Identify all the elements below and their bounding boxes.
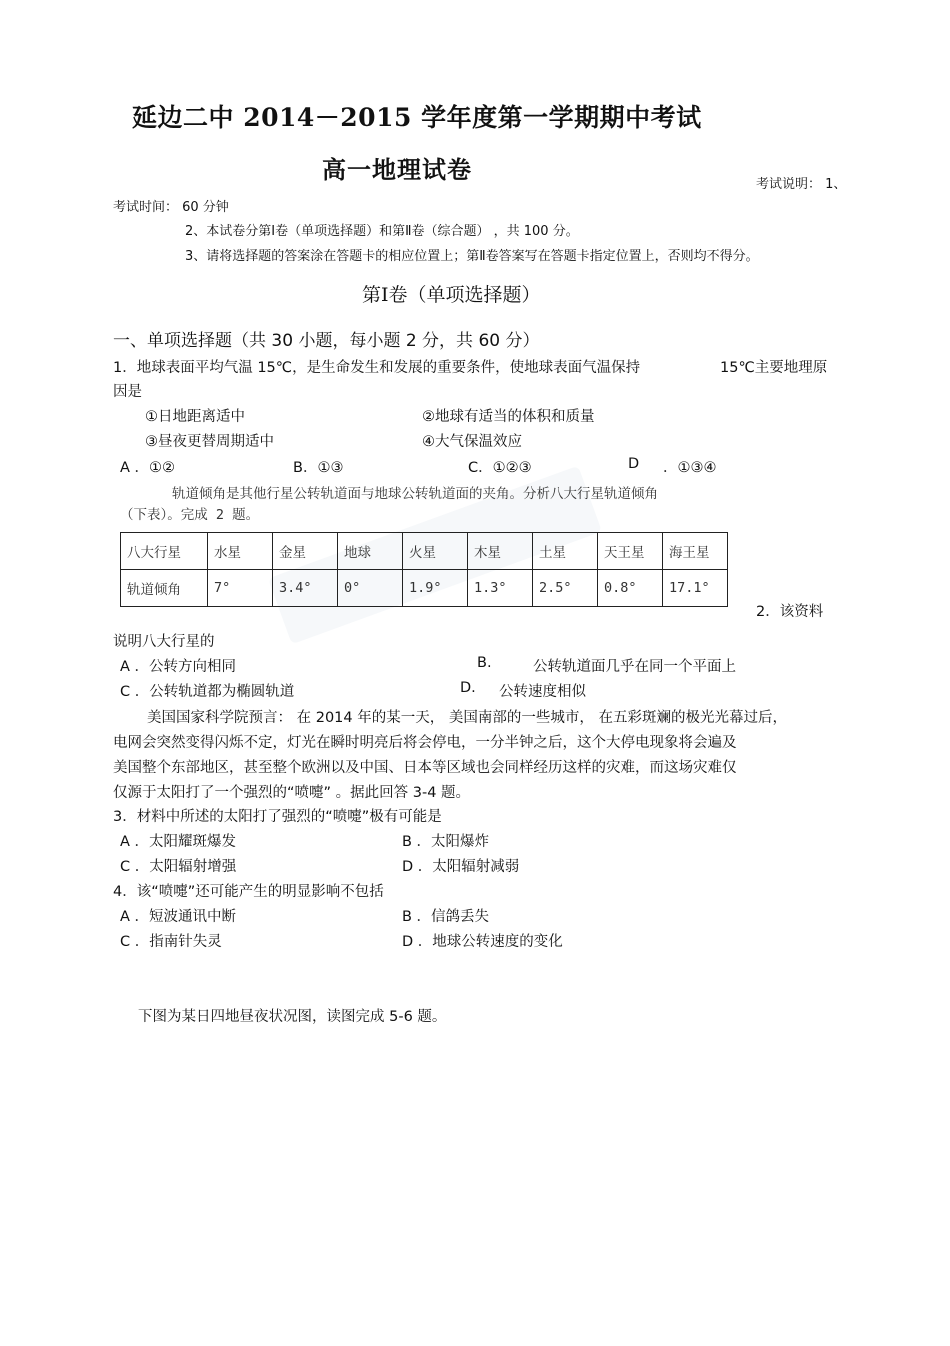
q1-stem-a: 1．地球表面平均气温 15℃，是生命发生和发展的重要条件，使地球表面气温保持 — [113, 360, 641, 376]
part-heading: 一、单项选择题（共 30 小题，每小题 2 分，共 60 分） — [113, 331, 540, 351]
section-title: 第Ⅰ卷（单项选择题） — [362, 284, 541, 306]
q3-option-c: C ．太阳辐射增强 — [120, 859, 237, 875]
table-cell: 火星 — [403, 533, 468, 570]
q2-option-c: C ．公转轨道都为椭圆轨道 — [120, 684, 295, 700]
q1-item-1: ①日地距离适中 — [145, 409, 245, 425]
table-cell: 2.5° — [533, 570, 598, 607]
table-cell: 水星 — [208, 533, 273, 570]
q1-option-a: A ．①② — [120, 460, 176, 476]
q2-intro-2: （下表）。完成 2 题。 — [120, 507, 260, 523]
q2-option-d-letter: D. — [460, 680, 476, 696]
exam-note-3: 3、请将选择题的答案涂在答题卡的相应位置上；第Ⅱ卷答案写在答题卡指定位置上，否则均不得分。 — [185, 249, 759, 264]
exam-subtitle: 高一地理试卷 — [322, 156, 472, 184]
q1-item-2: ②地球有适当的体积和质量 — [422, 409, 595, 425]
table-cell: 17.1° — [663, 570, 728, 607]
table-header-row — [121, 533, 728, 570]
exam-title: 延边二中 2014－2015 学年度第一学期期中考试 — [132, 103, 702, 132]
q3-option-a: A ．太阳耀斑爆发 — [120, 834, 237, 850]
table-cell: 7° — [208, 570, 273, 607]
q2-option-a: A ．公转方向相同 — [120, 659, 237, 675]
table-cell: 0° — [338, 570, 403, 607]
q3-option-d: D ．太阳辐射减弱 — [402, 859, 520, 875]
q1-item-4: ④大气保温效应 — [422, 434, 522, 450]
table-cell: 1.3° — [468, 570, 533, 607]
q2-stem-a: 2．该资料 — [756, 604, 824, 620]
passage-line-3: 美国整个东部地区，甚至整个欧洲以及中国、日本等区域也会同样经历这样的灾难，而这场灾难仅 — [113, 760, 737, 776]
q4-stem: 4．该“喷嚏”还可能产生的明显影响不包括 — [113, 884, 384, 900]
q4-option-b: B ．信鸽丢失 — [402, 909, 490, 925]
table-cell: 0.8° — [598, 570, 663, 607]
passage-line-4: 仅源于太阳打了一个强烈的“喷嚏” 。据此回答 3-4 题。 — [113, 785, 471, 801]
q1-option-d-text: ．①③④ — [663, 460, 717, 476]
table-cell: 天王星 — [598, 533, 663, 570]
q1-option-d-letter: D — [628, 456, 640, 472]
q1-item-3: ③昼夜更替周期适中 — [145, 434, 274, 450]
table-cell: 1.9° — [403, 570, 468, 607]
q2-intro-1: 轨道倾角是其他行星公转轨道面与地球公转轨道面的夹角。分析八大行星轨道倾角 — [172, 486, 658, 502]
q2-stem-b: 说明八大行星的 — [113, 634, 215, 650]
table-cell: 八大行星 — [121, 533, 208, 570]
table-cell: 金星 — [273, 533, 338, 570]
exam-time: 考试时间： 60 分钟 — [113, 200, 229, 215]
q1-option-b: B．①③ — [293, 460, 344, 476]
exam-note-label: 考试说明： 1、 — [756, 177, 847, 192]
q1-stem-c: 因是 — [113, 384, 142, 400]
q3-stem: 3．材料中所述的太阳打了强烈的“喷嚏”极有可能是 — [113, 809, 442, 825]
table-cell: 地球 — [338, 533, 403, 570]
table-cell: 3.4° — [273, 570, 338, 607]
q2-option-d-text: 公转速度相似 — [499, 684, 586, 700]
q4-option-d: D ．地球公转速度的变化 — [402, 934, 563, 950]
table-cell: 轨道倾角 — [121, 570, 208, 607]
q1-option-c: C．①②③ — [468, 460, 532, 476]
table-cell: 海王星 — [663, 533, 728, 570]
q3-option-b: B ．太阳爆炸 — [402, 834, 490, 850]
passage-line-2: 电网会突然变得闪烁不定，灯光在瞬时明亮后将会停电，一分半钟之后，这个大停电现象将会遍及 — [113, 735, 737, 751]
q4-option-a: A ．短波通讯中断 — [120, 909, 237, 925]
table-cell: 木星 — [468, 533, 533, 570]
exam-note-2: 2、本试卷分第Ⅰ卷（单项选择题）和第Ⅱ卷（综合题） ，共 100 分。 — [185, 224, 579, 239]
q1-stem-b: 15℃主要地理原 — [720, 360, 828, 376]
orbit-inclination-table — [120, 532, 728, 607]
q4-option-c: C ．指南针失灵 — [120, 934, 222, 950]
passage-line-1: 美国国家科学院预言： 在 2014 年的某一天， 美国南部的一些城市， 在五彩斑斓的极光光幕过后， — [147, 710, 787, 726]
q2-option-b-text: 公转轨道面几乎在同一个平面上 — [533, 659, 736, 675]
table-cell: 土星 — [533, 533, 598, 570]
q2-option-b-letter: B. — [477, 655, 492, 671]
q56-intro: 下图为某日四地昼夜状况图，读图完成 5-6 题。 — [138, 1009, 447, 1025]
table-row — [121, 570, 728, 607]
